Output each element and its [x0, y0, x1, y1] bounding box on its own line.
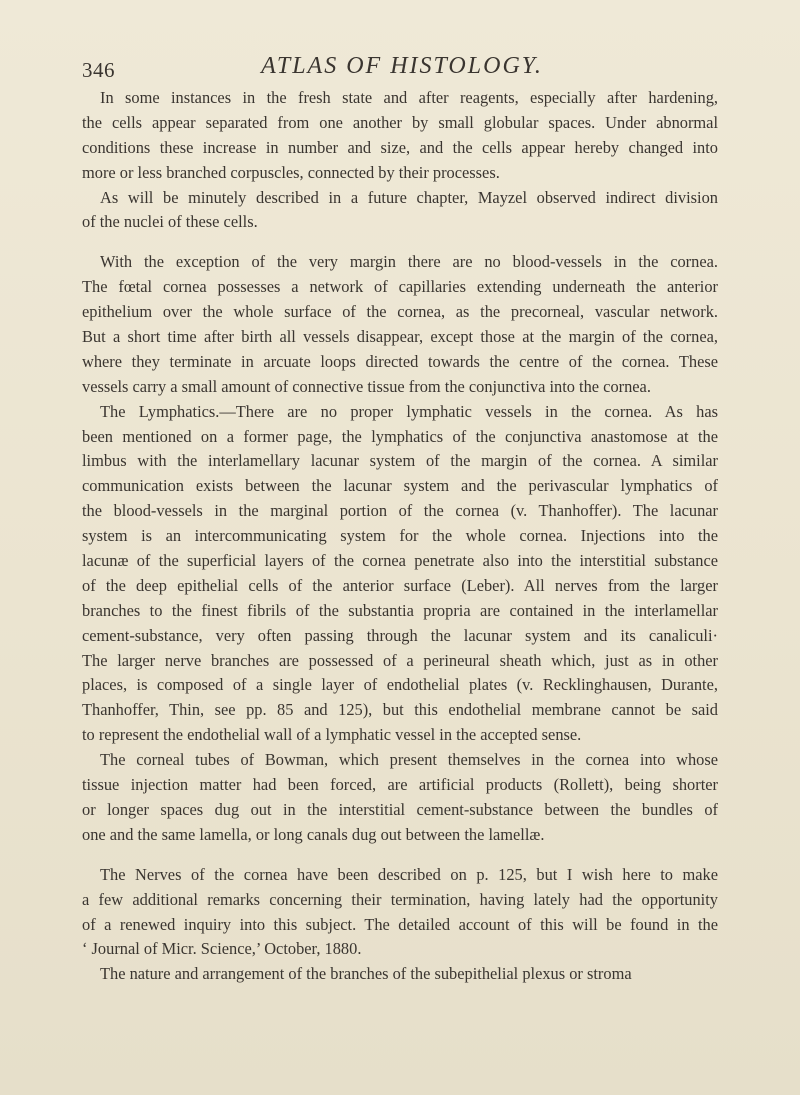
text-line: The fœtal cornea possesses a network of capillaries extending underneath the anterior	[82, 277, 718, 297]
paragraph-cell-spaces	[82, 86, 718, 186]
text-line: epithelium over the whole surface of the cornea, as the precorneal, vascular network.	[82, 302, 718, 322]
text-line: In some instances in the fresh state and after reagents, especially after hardening,	[100, 88, 718, 107]
text-line: The nature and arrangement of the branches of the subepithelial plexus or stroma	[100, 964, 632, 984]
text-line: As will be minutely described in a future chapter, Mayzel observed indirect division	[100, 187, 718, 207]
text-line: the blood-vessels in the marginal portion of the cornea (v. Thanhoffer). The lacunar	[82, 501, 718, 521]
text-line: one and the same lamella, or long canals dug out between the lamellæ.	[82, 824, 545, 844]
text-line: lacunæ of the superficial layers of the cornea penetrate also into the interstitial substance	[82, 551, 718, 571]
text-line: of the nuclei of these cells.	[82, 212, 258, 232]
text-line: more or less branched corpuscles, connected by their processes.	[82, 162, 500, 182]
page-number: 346	[82, 58, 115, 82]
text-line: where they terminate in arcuate loops directed towards the centre of the cornea. These	[82, 351, 718, 371]
body-text	[82, 86, 718, 987]
text-line: The Lymphatics.—There are no proper lymphatic vessels in the cornea. As has	[100, 401, 718, 421]
text-line: to represent the endothelial wall of a lymphatic vessel in the accepted sense.	[82, 725, 582, 745]
text-line: cement-substance, very often passing through the lacunar system and its canaliculi·	[82, 625, 718, 645]
text-line: branches to the finest fibrils of the substantia propria are contained in the interlamellar	[82, 600, 718, 620]
running-title: ATLAS OF HISTOLOGY.	[261, 53, 543, 79]
text-line: The larger nerve branches are possessed of a perineural sheath which, just as in other	[82, 650, 718, 670]
paragraph-gap	[82, 848, 718, 863]
text-line: ‘ Journal of Micr. Science,’ October, 1880.	[82, 939, 362, 959]
paragraph-gap	[82, 235, 718, 250]
text-line: or longer spaces dug out in the interstitial cement-substance between the bundles of	[82, 799, 718, 819]
paragraph-mayzel	[82, 186, 718, 236]
text-line: Thanhoffer, Thin, see pp. 85 and 125), but this endothelial membrane cannot be said	[82, 700, 718, 720]
text-line: tissue injection matter had been forced, are artificial products (Rollett), being shorter	[82, 775, 718, 795]
paragraph-corneal-tubes	[82, 748, 718, 848]
text-line: limbus with the interlamellary lacunar system of the margin of the cornea. A similar	[82, 451, 718, 471]
text-line: The Nerves of the cornea have been described on p. 125, but I wish here to make	[100, 864, 718, 884]
text-line: of the deep epithelial cells of the anterior surface (Leber). All nerves from the larger	[82, 575, 718, 595]
text-line: the cells appear separated from one another by small globular spaces. Under abnormal	[82, 112, 718, 132]
paragraph-subepithelial	[82, 962, 718, 987]
paragraph-blood-vessels	[82, 250, 718, 399]
text-line: been mentioned on a former page, the lymphatics of the conjunctiva anastomose at the	[82, 426, 718, 446]
paragraph-nerves	[82, 863, 718, 963]
text-line: of a renewed inquiry into this subject. The detailed account of this will be found in the	[82, 914, 718, 934]
text-line: a few additional remarks concerning their termination, having lately had the opportunity	[82, 889, 718, 909]
paragraph-lymphatics	[82, 400, 718, 748]
text-line: But a short time after birth all vessels disappear, except those at the margin of the cornea,	[82, 327, 718, 347]
page-header	[82, 36, 722, 82]
text-line: system is an intercommunicating system for the whole cornea. Injections into the	[82, 526, 718, 546]
text-line: communication exists between the lacunar system and the perivascular lymphatics of	[82, 476, 718, 496]
text-line: The corneal tubes of Bowman, which present themselves in the cornea into whose	[100, 750, 718, 770]
text-line: vessels carry a small amount of connective tissue from the conjunctiva into the cornea.	[82, 376, 651, 396]
text-line: With the exception of the very margin there are no blood-vessels in the cornea.	[100, 252, 718, 272]
text-line: conditions these increase in number and size, and the cells appear hereby changed into	[82, 137, 718, 157]
text-line: places, is composed of a single layer of endothelial plates (v. Recklinghausen, Durante,	[82, 675, 718, 695]
